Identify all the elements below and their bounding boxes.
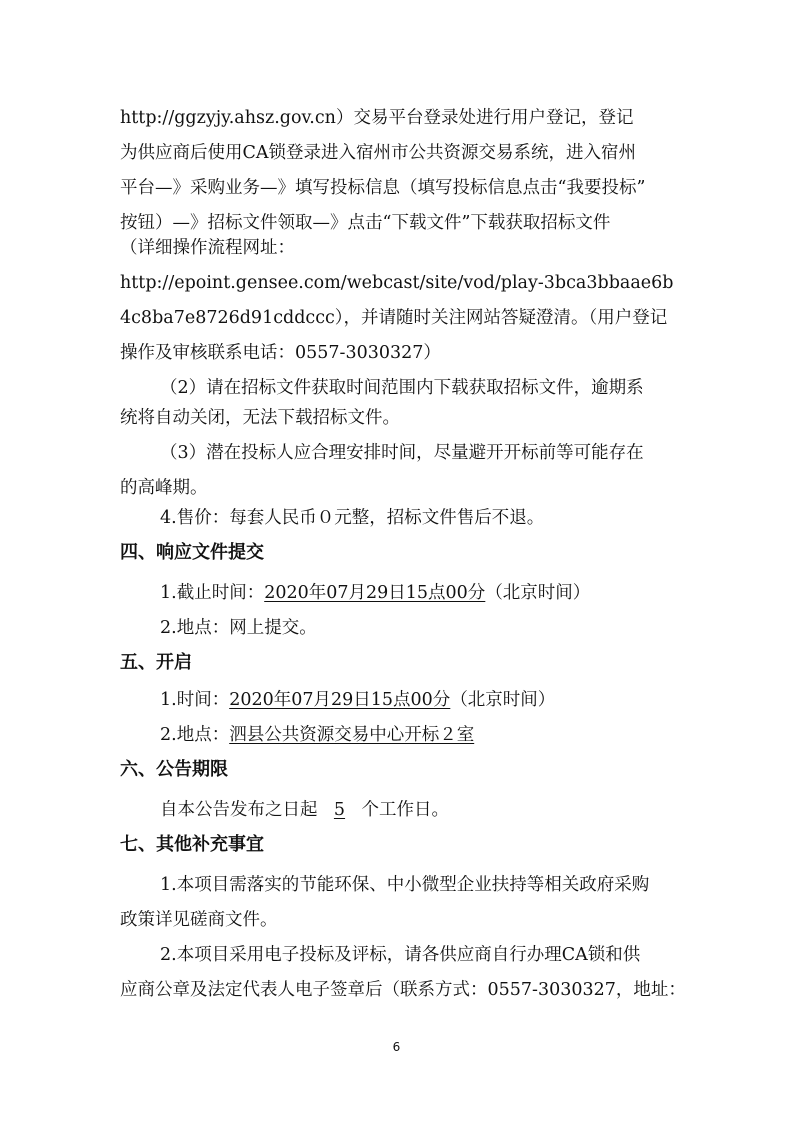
page-number: 6 [392, 1040, 401, 1054]
open-time-value: 2020年07月29日15点00分 [229, 690, 451, 710]
price-line: 4.售价：每套人民币０元整，招标文件售后不退。 [160, 508, 545, 528]
section6-text: 自本公告发布之日起 5 个工作日。 [160, 800, 449, 820]
section4-heading: 四、响应文件提交 [120, 542, 264, 563]
section7-item2-line: 应商公章及法定代表人电子签章后（联系方式：0557-3030327，地址： [120, 980, 686, 1000]
section5-heading: 五、开启 [120, 652, 192, 673]
days-value: 5 [333, 800, 346, 820]
item2-line: 统将自动关闭，无法下载招标文件。 [120, 408, 400, 428]
item2-line: （2）请在招标文件获取时间范围内下载获取招标文件，逾期系 [160, 378, 644, 398]
section7-item2-line: 2.本项目采用电子投标及评标，请各供应商自行办理CA锁和供 [160, 945, 641, 965]
section5-location: 2.地点：泗县公共资源交易中心开标２室 [160, 725, 475, 745]
section7-heading: 七、其他补充事宜 [120, 834, 264, 855]
section6-heading: 六、公告期限 [120, 759, 228, 780]
body-line-url: http://epoint.gensee.com/webcast/site/vod/play-3bca3bbaae6b [120, 273, 674, 293]
section7-item1-line: 1.本项目需落实的节能环保、中小微型企业扶持等相关政府采购 [160, 875, 650, 895]
body-line: 平台—》采购业务—》填写投标信息（填写投标信息点击“我要投标” [120, 178, 646, 198]
item3-line: （3）潜在投标人应合理安排时间，尽量避开开标前等可能存在 [160, 443, 644, 463]
body-line: 操作及审核联系电话：0557-3030327） [120, 343, 441, 363]
section4-location: 2.地点：网上提交。 [160, 618, 317, 638]
section4-deadline: 1.截止时间：2020年07月29日15点00分（北京时间） [160, 583, 591, 603]
section5-time: 1.时间：2020年07月29日15点00分（北京时间） [160, 690, 556, 710]
body-line: 4c8ba7e8726d91cddccc），并请随时关注网站答疑澄清。（用户登记 [120, 308, 668, 328]
body-line: http://ggzyjy.ahsz.gov.cn）交易平台登录处进行用户登记，登记 [120, 108, 634, 128]
deadline-value: 2020年07月29日15点00分 [264, 583, 486, 603]
body-line: （详细操作流程网址： [120, 238, 295, 258]
open-location-value: 泗县公共资源交易中心开标２室 [229, 725, 475, 745]
section7-item1-line: 政策详见磋商文件。 [120, 910, 278, 930]
body-line: 按钮）—》招标文件领取—》点击“下载文件”下载获取招标文件 [120, 213, 611, 233]
body-line: 为供应商后使用CA锁登录进入宿州市公共资源交易系统，进入宿州 [120, 143, 637, 163]
item3-line: 的高峰期。 [120, 478, 208, 498]
